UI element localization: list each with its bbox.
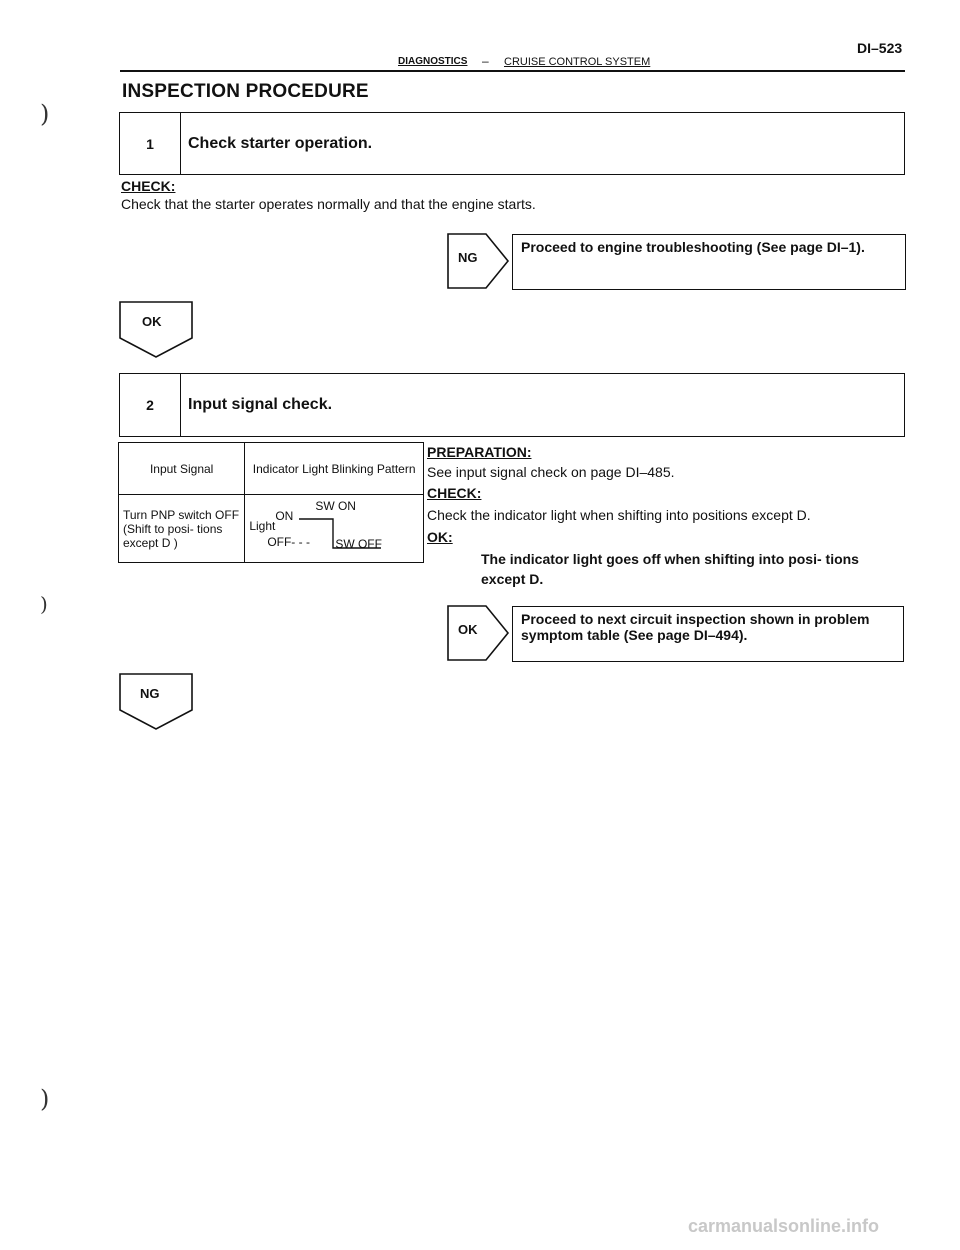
step-2-ok-label: OK: (427, 529, 453, 545)
input-signal-table (118, 442, 424, 563)
ng-down-arrow-label: NG (140, 686, 160, 701)
pattern-sw-off-label: SW OFF (335, 536, 382, 551)
ok-down-arrow-label: OK (142, 314, 162, 329)
pattern-light-label: Light (249, 518, 276, 533)
header-system: CRUISE CONTROL SYSTEM (504, 56, 651, 68)
step-1-title: Check starter operation. (188, 134, 373, 152)
ng-arrow-icon (446, 232, 510, 290)
blinking-pattern-diagram (249, 498, 409, 557)
pattern-waveform (249, 498, 409, 557)
ok-down-arrow-icon (118, 300, 194, 360)
step-2-prep-text: See input signal check on page DI–485. (427, 464, 675, 480)
step-2-prep-label: PREPARATION: (427, 444, 532, 460)
step-2-ok-text: The indicator light goes off when shifting into posi- tions except D. (481, 551, 859, 587)
page-title: INSPECTION PROCEDURE (122, 81, 369, 102)
margin-mark: ) (40, 592, 48, 616)
step-2-box (119, 373, 905, 437)
ok-arrow-label: OK (458, 622, 478, 637)
step-2-check-text: Check the indicator light when shifting into positions except D. (427, 507, 811, 523)
ok-result-text: Proceed to next circuit inspection shown in problem symptom table (See page DI–494). (521, 611, 870, 643)
step-2-title: Input signal check. (188, 396, 333, 413)
ok-result-box (512, 606, 904, 662)
ng-down-arrow-icon (118, 672, 194, 732)
pattern-on-label: ON (275, 508, 294, 523)
page-number: DI–523 (857, 40, 903, 56)
step-1-check-label: CHECK: (121, 178, 176, 194)
pattern-off-label: OFF- - - (267, 534, 310, 549)
ng-result-box (512, 234, 906, 290)
step-1-check-text: Check that the starter operates normally and that the engine starts. (121, 196, 536, 212)
pattern-sw-on-label: SW ON (315, 498, 356, 513)
header-section: DIAGNOSTICS (398, 56, 468, 67)
table-cell-signal: Turn PNP switch OFF (Shift to posi- tions except D ) (119, 495, 245, 563)
step-2-number: 2 (120, 374, 181, 436)
ng-arrow-label: NG (458, 250, 478, 265)
ok-arrow-icon (446, 604, 510, 662)
step-2-check-label: CHECK: (427, 485, 482, 501)
step-1-box (119, 112, 905, 175)
header-rule (120, 70, 905, 72)
table-cell-pattern (245, 495, 424, 563)
ng-result-text: Proceed to engine troubleshooting (See page DI–1). (521, 239, 865, 255)
margin-mark: ) (40, 1085, 50, 1113)
step-1-number: 1 (120, 113, 181, 174)
header-separator: – (482, 54, 489, 68)
watermark: carmanualsonline.info (688, 1216, 880, 1236)
table-header-input-signal: Input Signal (119, 443, 245, 495)
table-header-blinking-pattern: Indicator Light Blinking Pattern (245, 443, 424, 495)
margin-mark: ) (40, 100, 50, 128)
